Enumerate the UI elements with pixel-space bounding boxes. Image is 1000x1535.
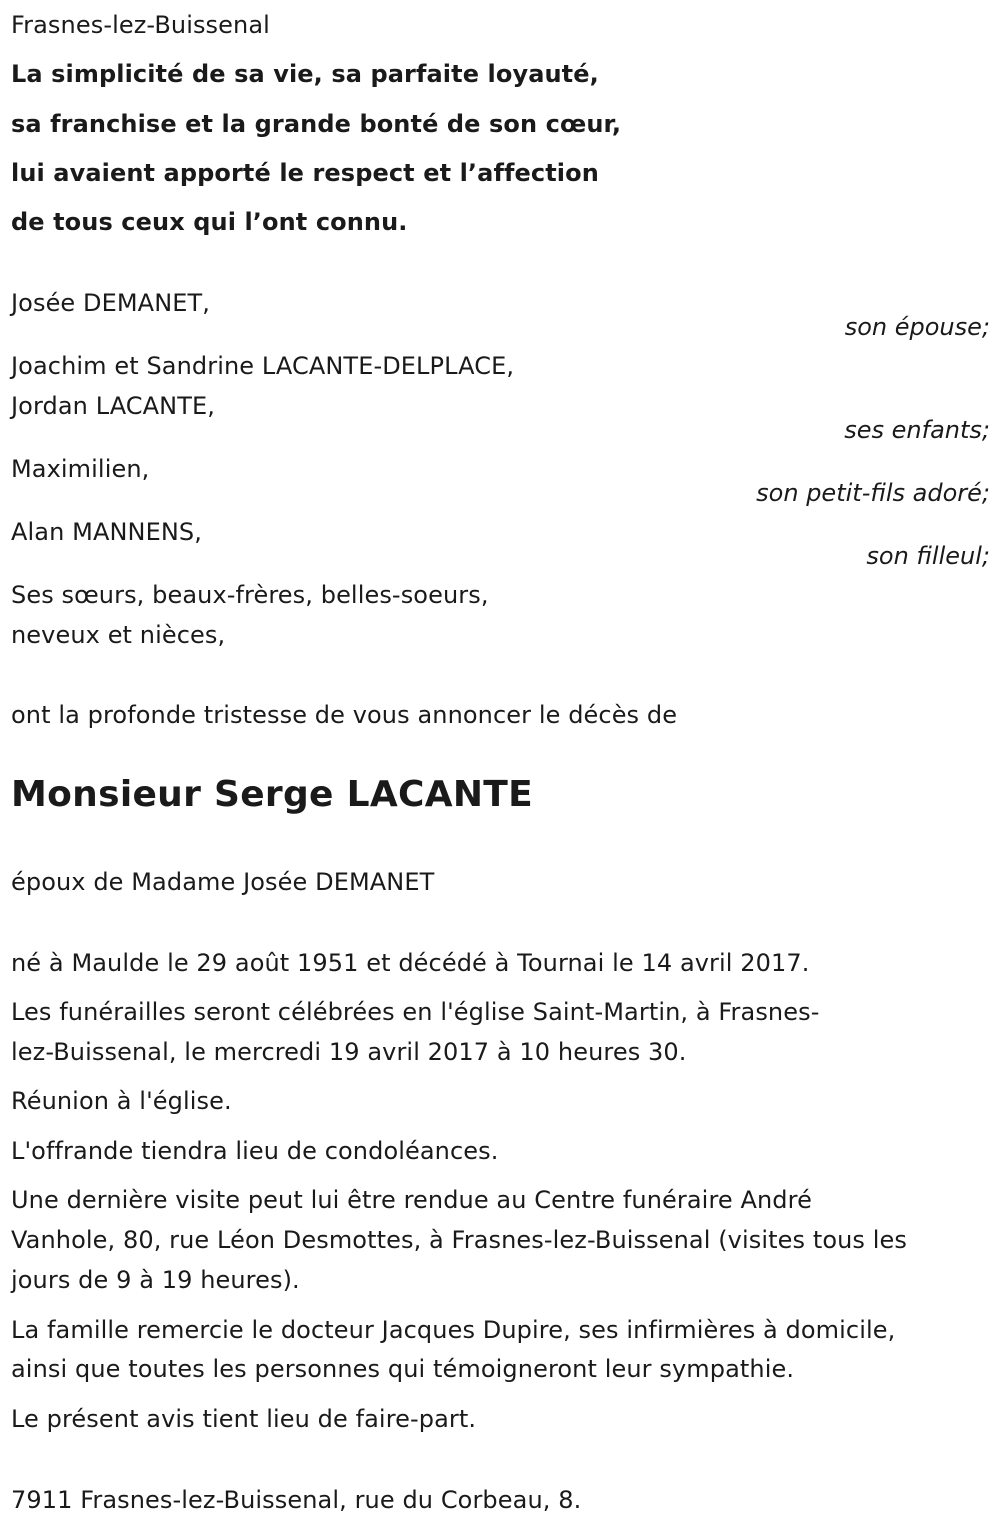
visit-line: Une dernière visite peut lui être rendue au Centre funéraire André (11, 1186, 812, 1214)
spouse-name: Josée DEMANET, (11, 289, 211, 317)
funeral-line: lez-Buissenal, le mercredi 19 avril 2017 à 10 heures 30. (11, 1038, 687, 1066)
header-location: Frasnes-lez-Buissenal (11, 11, 270, 39)
godson-relation: son filleul; (866, 542, 990, 570)
grandson-relation: son petit-fils adoré; (756, 479, 990, 507)
visit-line: Vanhole, 80, rue Léon Desmottes, à Frasnes-lez-Buissenal (visites tous les (11, 1226, 907, 1254)
spouse-of: époux de Madame Josée DEMANET (11, 868, 435, 896)
other-relatives-line: neveux et nièces, (11, 621, 226, 649)
deceased-name: Monsieur Serge LACANTE (11, 774, 534, 815)
children-name-line: Jordan LACANTE, (11, 392, 215, 420)
thanks-line: La famille remercie le docteur Jacques Dupire, ses infirmières à domicile, (11, 1316, 896, 1344)
quote-line: de tous ceux qui l’ont connu. (11, 208, 408, 236)
quote-line: La simplicité de sa vie, sa parfaite loyauté, (11, 60, 599, 88)
visit-line: jours de 9 à 19 heures). (11, 1266, 300, 1294)
footer-address: 7911 Frasnes-lez-Buissenal, rue du Corbeau, 8. (11, 1486, 582, 1514)
quote-line: sa franchise et la grande bonté de son cœur, (11, 110, 622, 138)
offering-line: L'offrande tiendra lieu de condoléances. (11, 1137, 499, 1165)
godson-name: Alan MANNENS, (11, 518, 202, 546)
children-name-line: Joachim et Sandrine LACANTE-DELPLACE, (11, 352, 515, 380)
funeral-line: Les funérailles seront célébrées en l'église Saint-Martin, à Frasnes- (11, 998, 820, 1026)
other-relatives-line: Ses sœurs, beaux-frères, belles-soeurs, (11, 581, 489, 609)
birth-death-line: né à Maulde le 29 août 1951 et décédé à Tournai le 14 avril 2017. (11, 949, 810, 977)
notice-line: Le présent avis tient lieu de faire-part. (11, 1405, 477, 1433)
meeting-line: Réunion à l'église. (11, 1087, 232, 1115)
announcement-intro: ont la profonde tristesse de vous annoncer le décès de (11, 701, 678, 729)
grandson-name: Maximilien, (11, 455, 150, 483)
children-relation: ses enfants; (844, 416, 990, 444)
quote-line: lui avaient apporté le respect et l’affection (11, 159, 599, 187)
spouse-relation: son épouse; (844, 313, 990, 341)
thanks-line: ainsi que toutes les personnes qui témoigneront leur sympathie. (11, 1355, 795, 1383)
